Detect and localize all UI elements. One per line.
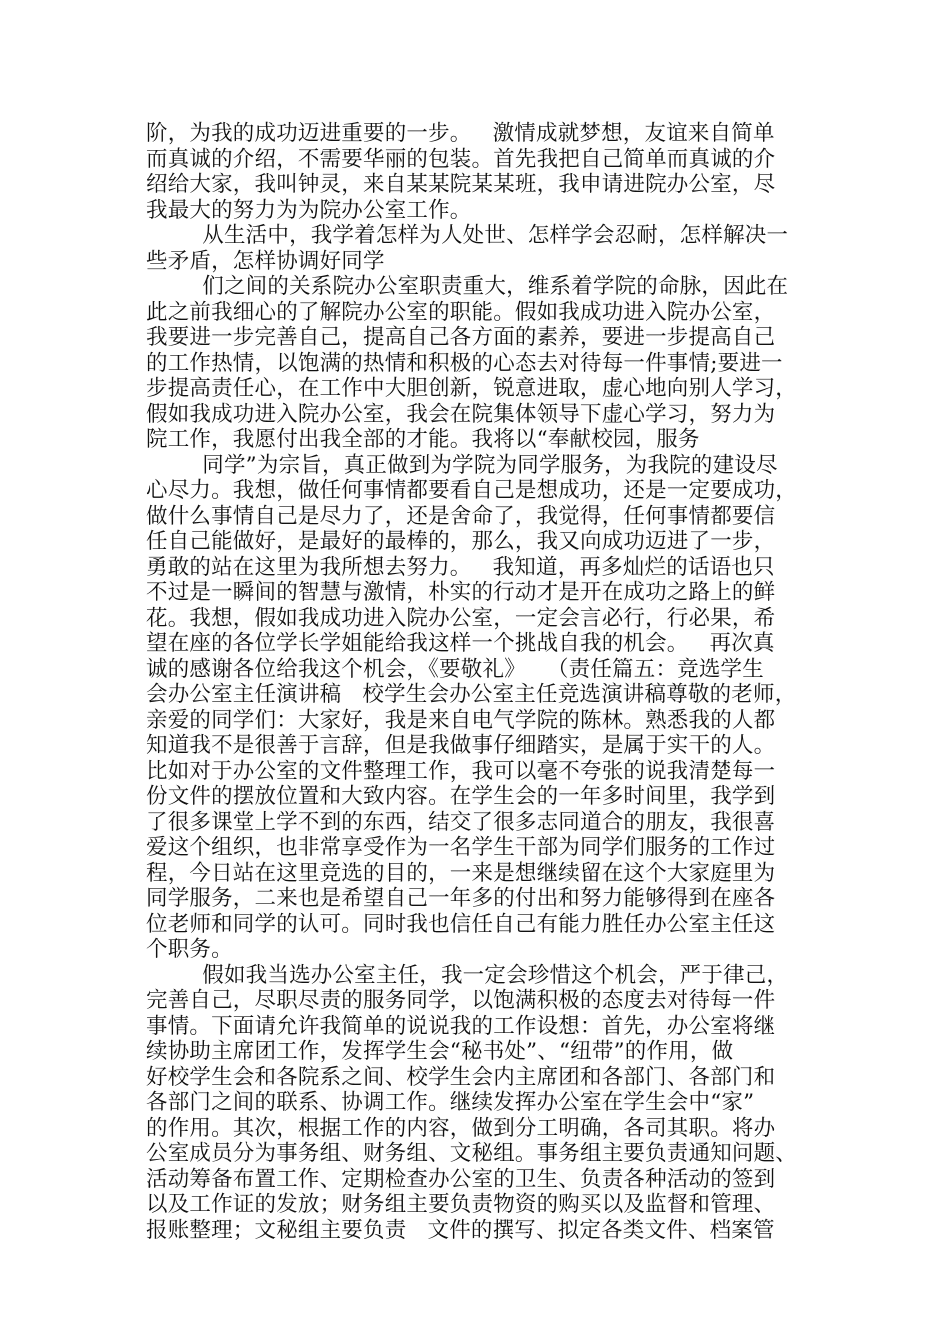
text-line: 而真诚的介绍，不需要华丽的包装。首先我把自己简单而真诚的介 [146, 146, 776, 172]
text-line: 我最大的努力为为院办公室工作。 [146, 197, 472, 223]
text-line: 假如我成功进入院办公室，我会在院集体领导下虚心学习，努力为 [146, 401, 776, 427]
text-line: 完善自己，尽职尽责的服务同学，以饱满积极的态度去对待每一件 [146, 988, 776, 1013]
text-line: 些矛盾，怎样协调好同学 [146, 248, 385, 274]
text-line: 爱这个组织，也非常享受作为一名学生干部为同学们服务的工作过 [146, 835, 776, 860]
text-line: 比如对于办公室的文件整理工作，我可以毫不夸张的说我清楚每一 [146, 758, 776, 784]
text-line: 心尽力。我想，做任何事情都要看自己是想成功，还是一定要成功， [146, 478, 798, 503]
text-line: 各部门之间的联系、协调工作。继续发挥办公室在学生会中“家” [146, 1090, 755, 1115]
text-line: 勇敢的站在这里为我所想去努力。 我知道，再多灿烂的话语也只 [146, 554, 775, 580]
text-line: 同学服务，二来也是希望自己一年多的付出和努力能够得到在座各 [146, 886, 776, 911]
text-line: 程，今日站在这里竞选的目的，一来是想继续留在这个大家庭里为 [146, 860, 776, 886]
text-line: 位老师和同学的认可。同时我也信任自己有能力胜任办公室主任这 [146, 911, 776, 937]
text-line: 亲爱的同学们：大家好，我是来自电气学院的陈林。熟悉我的人都 [146, 707, 776, 733]
text-line: 此之前我细心的了解院办公室的职能。假如我成功进入院办公室， [146, 299, 776, 325]
text-line: 公室成员分为事务组、财务组、文秘组。事务组主要负责通知问题、 [146, 1141, 798, 1166]
text-line: 活动筹备布置工作、定期检查办公室的卫生、负责各种活动的签到 [146, 1166, 776, 1192]
text-line: 做什么事情自己是尽力了，还是舍命了，我觉得，任何事情都要信 [146, 503, 776, 529]
text-line: 们之间的关系院办公室职责重大，维系着学院的命脉，因此在 [146, 274, 789, 299]
text-line: 任自己能做好，是最好的最棒的，那么，我又向成功迈进了一步， [146, 529, 776, 554]
text-line: 会办公室主任演讲稿 校学生会办公室主任竞选演讲稿尊敬的老师， [146, 682, 797, 707]
text-line: 事情。下面请允许我简单的说说我的工作设想：首先，办公室将继 [146, 1013, 776, 1039]
text-line: 的作用。其次，根据工作的内容，做到分工明确，各司其职。将办 [146, 1115, 776, 1141]
text-line: 院工作，我愿付出我全部的才能。我将以“奉献校园，服务 [146, 427, 700, 452]
text-line: 不过是一瞬间的智慧与激情，朴实的行动才是开在成功之路上的鲜 [146, 580, 776, 605]
text-line: 了很多课堂上学不到的东西，结交了很多志同道合的朋友，我很喜 [146, 809, 776, 835]
text-line: 知道我不是很善于言辞，但是我做事仔细踏实，是属于实干的人。 [146, 733, 776, 758]
text-line: 绍给大家，我叫钟灵，来自某某院某某班，我申请进院办公室，尽 [146, 172, 776, 197]
text-line: 从生活中，我学着怎样为人处世、怎样学会忍耐，怎样解决一 [146, 223, 789, 248]
text-line: 假如我当选办公室主任，我一定会珍惜这个机会，严于律己， [146, 962, 789, 988]
text-line: 好校学生会和各院系之间、校学生会内主席团和各部门、各部门和 [146, 1064, 776, 1090]
text-line: 诚的感谢各位给我这个机会，《要敬礼》 （责任篇五：竞选学生 [146, 656, 764, 682]
text-line: 步提高责任心，在工作中大胆创新，锐意进取，虚心地向别人学习， [146, 376, 798, 401]
text-line: 阶，为我的成功迈进重要的一步。 激情成就梦想，友谊来自简单 [146, 121, 775, 146]
text-line: 望在座的各位学长学姐能给我这样一个挑战自我的机会。 再次真 [146, 631, 775, 656]
text-line: 续协助主席团工作，发挥学生会“秘书处”、“纽带”的作用，做 [146, 1039, 734, 1064]
text-line: 我要进一步完善自己，提高自己各方面的素养，要进一步提高自己 [146, 325, 776, 350]
text-line: 报账整理；文秘组主要负责 文件的撰写、拟定各类文件、档案管 [146, 1217, 775, 1243]
document-body [146, 121, 810, 1243]
text-line: 花。我想，假如我成功进入院办公室，一定会言必行，行必果，希 [146, 605, 776, 631]
text-line: 的工作热情，以饱满的热情和积极的心态去对待每一件事情;要进一 [146, 350, 783, 376]
text-line: 份文件的摆放位置和大致内容。在学生会的一年多时间里，我学到 [146, 784, 776, 809]
text-line: 个职务。 [146, 937, 233, 962]
text-line: 同学”为宗旨，真正做到为学院为同学服务，为我院的建设尽 [146, 452, 778, 478]
text-line: 以及工作证的发放；财务组主要负责物资的购买以及监督和管理、 [146, 1192, 776, 1217]
